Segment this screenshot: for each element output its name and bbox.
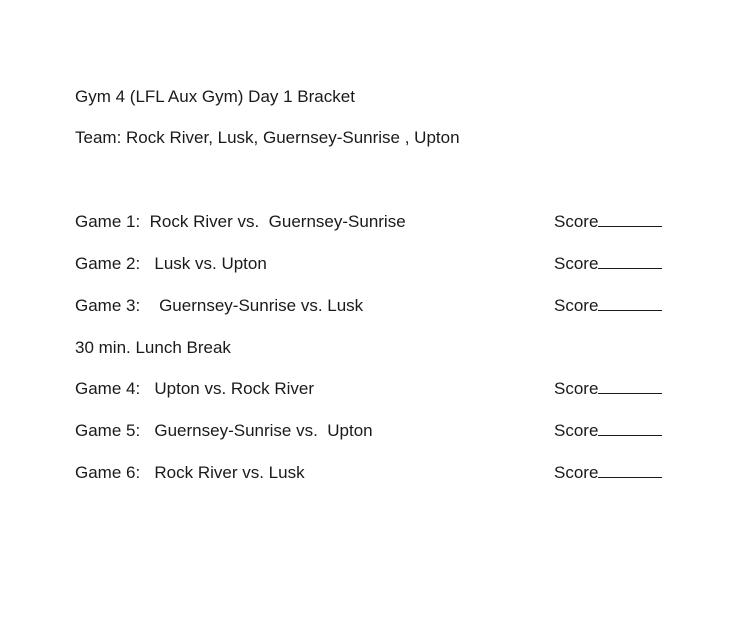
score-blank-line [598,463,662,478]
score-label: Score [554,421,599,440]
score-blank-line [598,212,662,227]
game-6-score [554,463,662,483]
game-1-score [554,212,662,232]
score-blank-line [598,296,662,311]
game-2-label: Game 2: Lusk vs. Upton [75,254,267,273]
game-5-score [554,421,662,441]
score-label: Score [554,463,599,482]
game-4-label: Game 4: Upton vs. Rock River [75,379,315,398]
lunch-break-line: 30 min. Lunch Break [75,338,231,357]
score-label: Score [554,254,599,273]
score-label: Score [554,212,599,231]
score-blank-line [598,421,662,436]
game-1-label: Game 1: Rock River vs. Guernsey-Sunrise [75,212,406,231]
score-blank-line [598,254,662,269]
score-label: Score [554,296,599,315]
teams-line: Team: Rock River, Lusk, Guernsey-Sunrise , Upton [75,128,460,147]
game-6-label: Game 6: Rock River vs. Lusk [75,463,305,482]
game-2-score [554,254,662,274]
game-4-score [554,379,662,399]
score-blank-line [598,379,662,394]
game-5-label: Game 5: Guernsey-Sunrise vs. Upton [75,421,373,440]
game-3-score [554,296,662,316]
score-label: Score [554,379,599,398]
game-3-label: Game 3: Guernsey-Sunrise vs. Lusk [75,296,364,315]
bracket-heading: Gym 4 (LFL Aux Gym) Day 1 Bracket [75,87,355,106]
